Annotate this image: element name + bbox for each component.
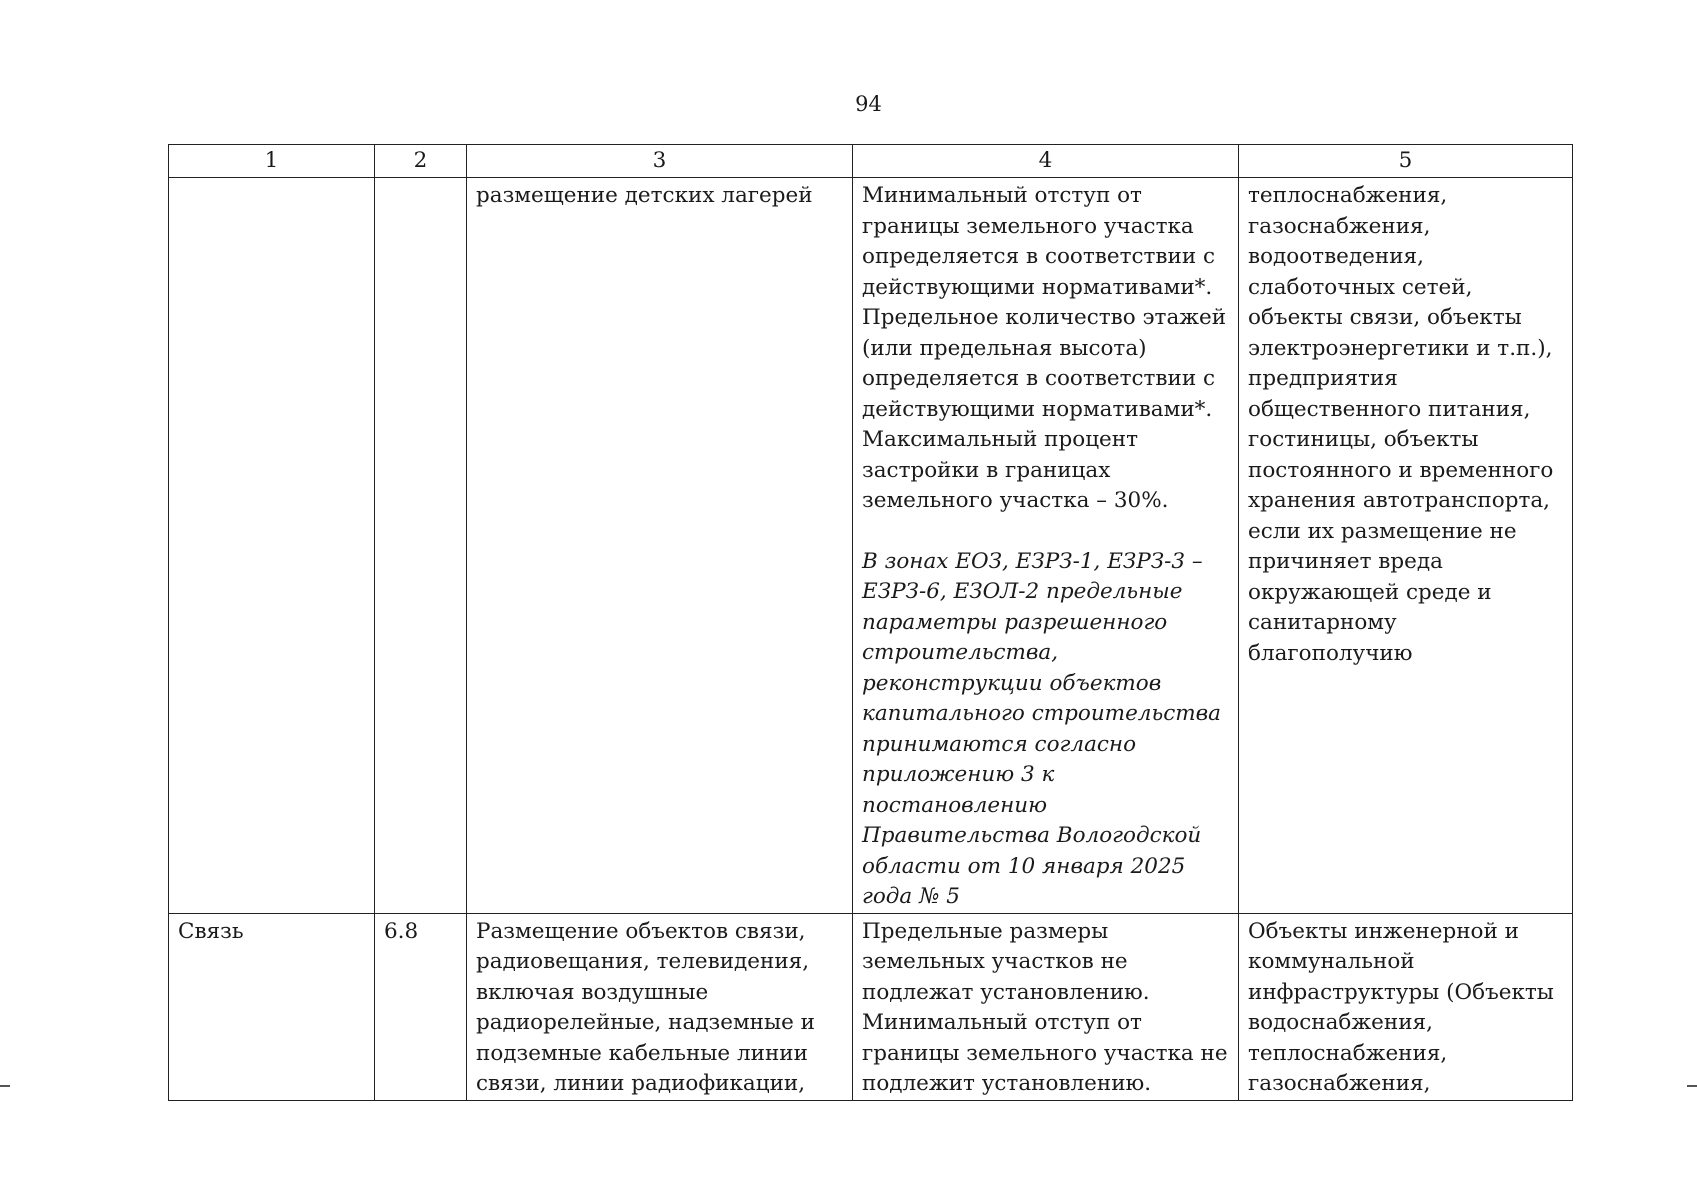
use-type-cell xyxy=(169,178,375,914)
auxiliary-uses-cell: Объекты инженерной и коммунальной инфраструктуры (Объекты водоснабжения, теплоснабжения, газоснабжения, xyxy=(1239,913,1573,1100)
scan-mark-left xyxy=(0,1085,10,1087)
zoning-parameters-table xyxy=(168,144,1573,1101)
use-code-cell: 6.8 xyxy=(375,913,467,1100)
use-code-cell xyxy=(375,178,467,914)
header-cell-4: 4 xyxy=(853,145,1239,178)
use-description-cell: размещение детских лагерей xyxy=(467,178,853,914)
header-cell-2: 2 xyxy=(375,145,467,178)
parameters-cell xyxy=(853,178,1239,914)
use-description-cell: Размещение объектов связи, радиовещания, телевидения, включая воздушные радиорелейные, надземные и подземные кабельные линии связи, линии радиофикации, xyxy=(467,913,853,1100)
zone-parameters-note: В зонах ЕОЗ, ЕЗРЗ-1, ЕЗРЗ-3 – ЕЗРЗ-6, ЕЗОЛ-2 предельные параметры разрешенного строительства, реконструкции объектов капитального строительства принимаются согласно приложению 3 к постановлению Правительства Вологодской области от 10 января 2025 года № 5 xyxy=(862,548,1221,909)
auxiliary-uses-cell: теплоснабжения, газоснабжения, водоотведения, слаботочных сетей, объекты связи, объекты электроэнергетики и т.п.), предприятия общественного питания, гостиницы, объекты постоянного и временного хранения автотранспорта, если их размещение не причиняет вреда окружающей среде и санитарному благополучию xyxy=(1239,178,1573,914)
use-type-cell: Связь xyxy=(169,913,375,1100)
header-cell-5: 5 xyxy=(1239,145,1573,178)
parameters-cell: Предельные размеры земельных участков не подлежат установлению. Минимальный отступ от границы земельного участка не подлежит установлению. xyxy=(853,913,1239,1100)
page-number: 94 xyxy=(855,92,882,116)
header-cell-3: 3 xyxy=(467,145,853,178)
scan-mark-right xyxy=(1687,1085,1697,1087)
header-cell-1: 1 xyxy=(169,145,375,178)
table-header-row xyxy=(169,145,1573,178)
table-row xyxy=(169,913,1573,1100)
parameters-text: Минимальный отступ от границы земельного участка определяется в соответствии с действующими нормативами*. Предельное количество этажей (или предельная высота) определяется в соответствии с действующими нормативами*. Максимальный процент застройки в границах земельного участка – 30%. xyxy=(862,183,1227,513)
table-row xyxy=(169,178,1573,914)
